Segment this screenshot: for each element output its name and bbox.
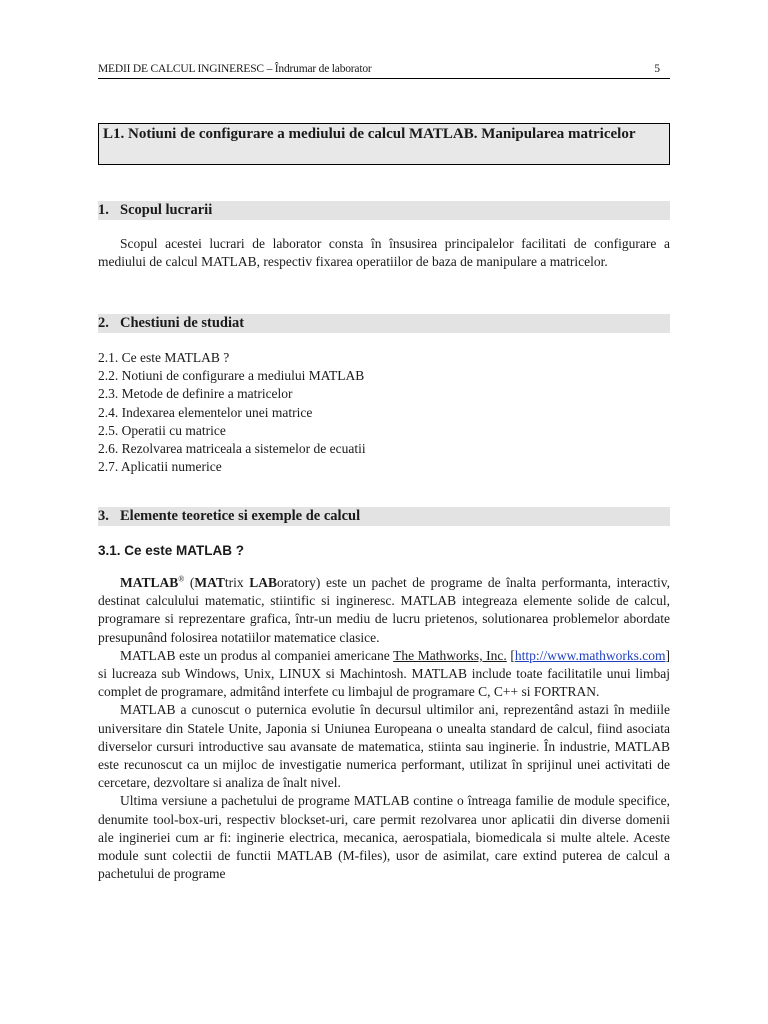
section-heading-scope bbox=[98, 201, 670, 220]
paragraph-evolution: MATLAB a cunoscut o puternica evolutie în decursul ultimilor ani, reprezentând astazi în mediile universitare din Statele Unite, Japonia si Uniunea Europeana o unealta standard de calcul, fiind asociata diverselor cursuri introductive sau avansate de matematica, stiinta sau inginerie. În industrie, MATLAB este recunoscut ca un mijloc de investigatie numerica performant, utilizat în sprijinul unei activitati de cercetare, dezvoltare si analiza de înalt nivel. bbox=[98, 702, 670, 791]
running-header bbox=[98, 62, 670, 79]
registered-mark: ® bbox=[178, 574, 185, 584]
list-item: 2.4. Indexarea elementelor unei matrice bbox=[98, 404, 313, 420]
list-item: 2.1. Ce este MATLAB ? bbox=[98, 350, 230, 365]
section-title: Scopul lucrarii bbox=[120, 202, 213, 218]
lab-title-box: L1. Notiuni de configurare a mediului de calcul MATLAB. Manipularea matricelor bbox=[98, 123, 670, 165]
text-run: MATLAB este un produs al companiei americane bbox=[120, 647, 394, 663]
list-item: 2.3. Metode de definire a matricelor bbox=[98, 386, 293, 402]
section-number: 1. bbox=[98, 202, 109, 218]
list-item: 2.7. Aplicatii numerice bbox=[98, 459, 222, 475]
list-item: 2.5. Operatii cu matrice bbox=[98, 422, 226, 438]
body-text bbox=[98, 574, 670, 883]
header-title: MEDII DE CALCUL INGINERESC – Îndrumar de laborator bbox=[98, 63, 372, 75]
text-run: trix bbox=[224, 575, 250, 590]
section-heading-theory bbox=[98, 507, 670, 526]
matlab-term: MATLAB bbox=[120, 575, 179, 590]
scope-paragraph: Scopul acestei lucrari de laborator consta în însusirea principalelor facilitati de configurare a mediului de calcul MATLAB, respectiv fixarea operatiilor de baza de manipulare a matricelor. bbox=[98, 236, 670, 269]
list-item: 2.6. Rezolvarea matriceala a sistemelor de ecuatii bbox=[98, 441, 366, 457]
text-run: [ bbox=[506, 647, 515, 663]
section-number: 3. bbox=[98, 508, 109, 524]
text-run: ] si lucreaza sub Windows, Unix, LINUX si Machintosh. MATLAB include toate facilitatile unui limbaj complet de programare, admitând interfete cu limbajul de programare C, C++ si FORTRAN. bbox=[98, 647, 670, 700]
paragraph-toolboxes: Ultima versiune a pachetului de programe MATLAB contine o întreaga familie de module specifice, denumite tool-box-uri, respectiv blockset-uri, care permit rezolvarea unor aplicatii din diverse domenii ale ingineriei cum ar fi: inginerie electrica, mecanica, aerospatiala, biomedicala si multe altele. Aceste module sunt colectii de functii MATLAB (M-files), usor de asimilat, care extind puterea de calcul a pachetului de programe bbox=[98, 793, 670, 882]
text-run: oratory) este un pachet de programe de înalta performanta, interactiv, destinat calculului matematic, stiintific si ingineresc. MATLAB integreaza elemente solide de calcul, programare si reprezentare grafica, într-un mediu de lucru prietenos, solutionarea problemelor abordate presupunând folosirea notatiilor matematice clasice. bbox=[98, 575, 671, 645]
page-number: 5 bbox=[654, 63, 660, 75]
mathworks-link[interactable]: http://www.mathworks.com bbox=[514, 647, 666, 663]
section-heading-topics bbox=[98, 314, 670, 333]
acronym-part: MAT bbox=[194, 575, 225, 590]
paragraph-intro bbox=[98, 574, 670, 647]
section-title: Elemente teoretice si exemple de calcul bbox=[120, 508, 361, 524]
section-title: Chestiuni de studiat bbox=[120, 315, 245, 331]
text-run: ( bbox=[184, 575, 195, 590]
topics-list bbox=[98, 349, 366, 476]
subsection-title: 3.1. Ce este MATLAB ? bbox=[98, 543, 245, 558]
company-name: The Mathworks, Inc. bbox=[393, 647, 507, 663]
list-item: 2.2. Notiuni de configurare a mediului MATLAB bbox=[98, 368, 365, 384]
section-number: 2. bbox=[98, 315, 109, 331]
acronym-part: LAB bbox=[249, 575, 277, 590]
paragraph-company bbox=[98, 647, 670, 702]
